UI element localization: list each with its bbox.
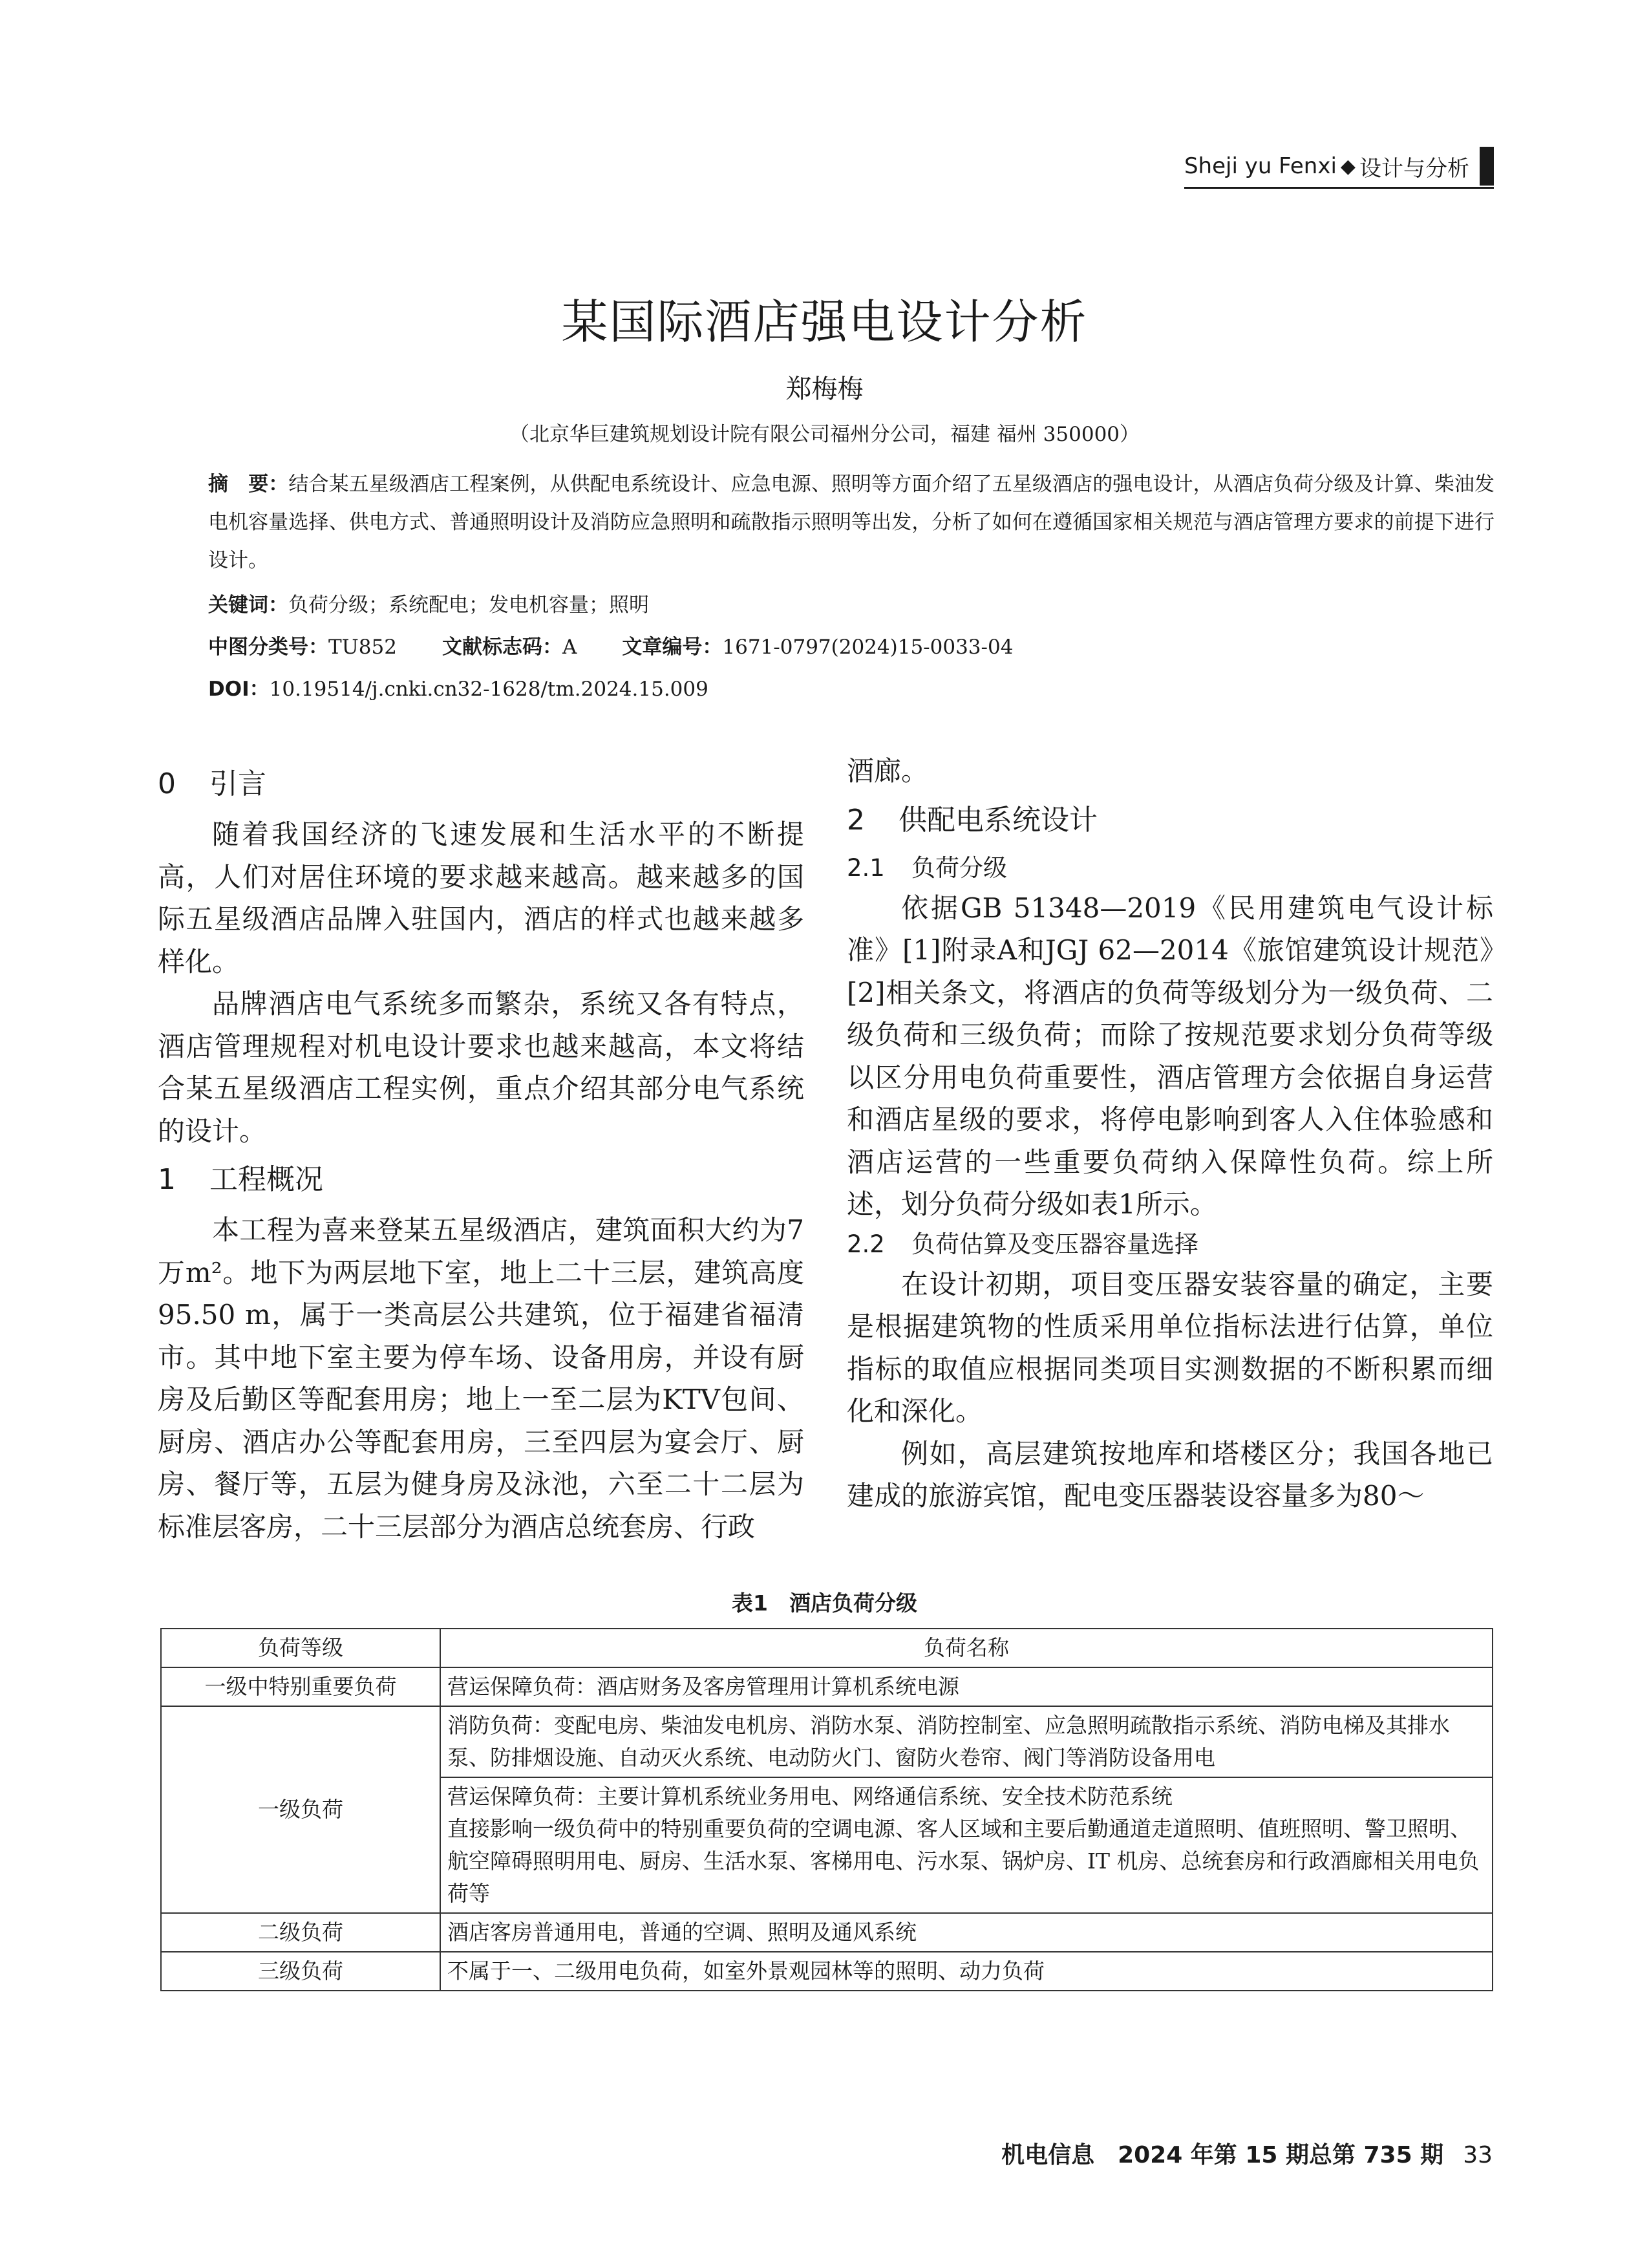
load-name-cell: 营运保障负荷：酒店财务及客房管理用计算机系统电源 bbox=[440, 1667, 1493, 1706]
load-level-cell: 三级负荷 bbox=[161, 1952, 440, 1991]
section-number: 1 bbox=[158, 1163, 176, 1196]
section-number: 0 bbox=[158, 767, 176, 800]
section-number: 2 bbox=[847, 803, 865, 837]
running-header-section: 设计与分析 bbox=[1359, 155, 1469, 182]
article-number-value: 1671-0797(2024)15-0033-04 bbox=[722, 636, 1014, 659]
article-number-label: 文章编号： bbox=[622, 636, 723, 659]
paragraph: 随着我国经济的飞速发展和生活水平的不断提高，人们对居住环境的要求越来越高。越来越多的国际五星级酒店品牌入驻国内，酒店的样式也越来越多样化。 bbox=[158, 818, 804, 978]
keywords-label: 关键词： bbox=[208, 594, 288, 617]
load-name-line: 营运保障负荷：主要计算机系统业务用电、网络通信系统、安全技术防范系统 bbox=[447, 1784, 1173, 1809]
section-heading-2 bbox=[847, 800, 1493, 840]
table-header-cell: 负荷名称 bbox=[440, 1629, 1493, 1667]
paragraph: 品牌酒店电气系统多而繁杂，系统又各有特点，酒店管理规程对机电设计要求也越来越高，本文将结合某五星级酒店工程实例，重点介绍其部分电气系统的设计。 bbox=[158, 988, 804, 1147]
right-column bbox=[847, 750, 1493, 1517]
classification-line bbox=[208, 630, 1058, 659]
journal-issue: 机电信息 2024 年第 15 期总第 735 期 bbox=[1001, 2142, 1444, 2168]
paragraph: 依据GB 51348—2019《民用建筑电气设计标准》[1]附录A和JGJ 62—2014《旅馆建筑设计规范》[2]相关条文，将酒店的负荷等级划分为一级负荷、二级负荷和三级负荷；而除了按规范要求划分负荷等级以区分用电负荷重要性，酒店管理方会依据自身运营和酒店星级的要求，将停电影响到客人入住体验感和酒店运营的一些重要负荷纳入保障性负荷。综上所述，划分负荷分级如表1所示。 bbox=[847, 892, 1493, 1220]
doi-label: DOI： bbox=[208, 678, 270, 701]
table-row bbox=[161, 1706, 1493, 1777]
page-footer bbox=[1001, 2137, 1493, 2170]
section-heading-1 bbox=[158, 1160, 804, 1200]
section-title: 供配电系统设计 bbox=[899, 803, 1098, 837]
header-bar-decoration bbox=[1480, 147, 1494, 186]
clc-value: TU852 bbox=[328, 636, 397, 659]
diamond-icon: ◆ bbox=[1340, 155, 1356, 178]
table-header-cell: 负荷等级 bbox=[161, 1629, 440, 1667]
table-header-row bbox=[161, 1629, 1493, 1667]
section-heading-0 bbox=[158, 764, 804, 804]
abstract-text: 结合某五星级酒店工程案例，从供配电系统设计、应急电源、照明等方面介绍了五星级酒店的强电设计，从酒店负荷分级及计算、柴油发电机容量选择、供电方式、普通照明设计及消防应急照明和疏散指示照明等出发，分析了如何在遵循国家相关规范与酒店管理方要求的前提下进行设计。 bbox=[208, 473, 1495, 572]
subsection-number: 2.2 bbox=[847, 1230, 885, 1258]
paragraph-continued: 酒廊。 bbox=[847, 755, 929, 787]
subsection-title: 负荷分级 bbox=[911, 853, 1007, 882]
paragraph: 本工程为喜来登某五星级酒店，建筑面积大约为7万m²。地下为两层地下室，地上二十三层，建筑高度95.50 m，属于一类高层公共建筑，位于福建省福清市。其中地下室主要为停车场、设备用房，并设有厨房及后勤区等配套用房；地上一至二层为KTV包间、厨房、酒店办公等配套用房，三至四层为宴会厅、厨房、餐厅等，五层为健身房及泳池，六至二十二层为标准层客房，二十三层部分为酒店总统套房、行政 bbox=[158, 1214, 804, 1543]
subsection-heading-2-1 bbox=[847, 850, 1493, 887]
load-level-cell: 一级中特别重要负荷 bbox=[161, 1667, 440, 1706]
table-caption: 表1 酒店负荷分级 bbox=[732, 1590, 917, 1616]
subsection-title: 负荷估算及变压器容量选择 bbox=[911, 1230, 1198, 1258]
load-name-cell: 不属于一、二级用电负荷，如室外景观园林等的照明、动力负荷 bbox=[440, 1952, 1493, 1991]
keywords-text: 负荷分级；系统配电；发电机容量；照明 bbox=[288, 594, 649, 617]
load-classification-table bbox=[160, 1628, 1493, 1991]
section-title: 工程概况 bbox=[209, 1163, 323, 1196]
load-name-cell: 消防负荷：变配电房、柴油发电机房、消防水泵、消防控制室、应急照明疏散指示系统、消防电梯及其排水泵、防排烟设施、自动灭火系统、电动防火门、窗防火卷帘、阀门等消防设备用电 bbox=[440, 1706, 1493, 1777]
doi-line bbox=[208, 672, 708, 701]
load-name-line: 直接影响一级负荷中的特别重要负荷的空调电源、客人区域和主要后勤通道走道照明、值班照明、警卫照明、航空障碍照明用电、厨房、生活水泵、客梯用电、污水泵、锅炉房、IT 机房、总统套房和行政酒廊相关用电负荷等 bbox=[447, 1816, 1480, 1906]
load-level-cell: 一级负荷 bbox=[161, 1706, 440, 1913]
page-number: 33 bbox=[1463, 2142, 1493, 2168]
doc-code-label: 文献标志码： bbox=[442, 636, 562, 659]
load-level-cell: 二级负荷 bbox=[161, 1913, 440, 1952]
table-row bbox=[161, 1667, 1493, 1706]
load-name-cell: 酒店客房普通用电，普通的空调、照明及通风系统 bbox=[440, 1913, 1493, 1952]
header-rule bbox=[1184, 187, 1494, 189]
abstract-label: 摘 要： bbox=[208, 473, 289, 496]
running-header-pinyin: Sheji yu Fenxi bbox=[1184, 153, 1337, 179]
doi-value[interactable]: 10.19514/j.cnki.cn32-1628/tm.2024.15.009 bbox=[269, 678, 708, 701]
section-title: 引言 bbox=[209, 767, 266, 800]
clc-label: 中图分类号： bbox=[208, 636, 328, 659]
paragraph: 例如，高层建筑按地库和塔楼区分；我国各地已建成的旅游宾馆，配电变压器装设容量多为80～ bbox=[847, 1437, 1493, 1512]
table-row bbox=[161, 1913, 1493, 1952]
paper-title: 某国际酒店强电设计分析 bbox=[561, 295, 1088, 349]
doc-code-value: A bbox=[562, 636, 577, 659]
table-row bbox=[161, 1952, 1493, 1991]
keywords-line bbox=[208, 588, 649, 617]
paragraph: 在设计初期，项目变压器安装容量的确定，主要是根据建筑物的性质采用单位指标法进行估算，单位指标的取值应根据同类项目实测数据的不断积累而细化和深化。 bbox=[847, 1268, 1493, 1427]
load-name-cell bbox=[440, 1777, 1493, 1913]
left-column bbox=[158, 756, 804, 1548]
affiliation: （北京华巨建筑规划设计院有限公司福州分公司，福建 福州 350000） bbox=[509, 423, 1140, 446]
subsection-heading-2-2 bbox=[847, 1226, 1493, 1263]
running-header bbox=[1184, 144, 1494, 189]
subsection-number: 2.1 bbox=[847, 853, 885, 882]
abstract bbox=[208, 465, 1495, 580]
author: 郑梅梅 bbox=[785, 374, 864, 404]
